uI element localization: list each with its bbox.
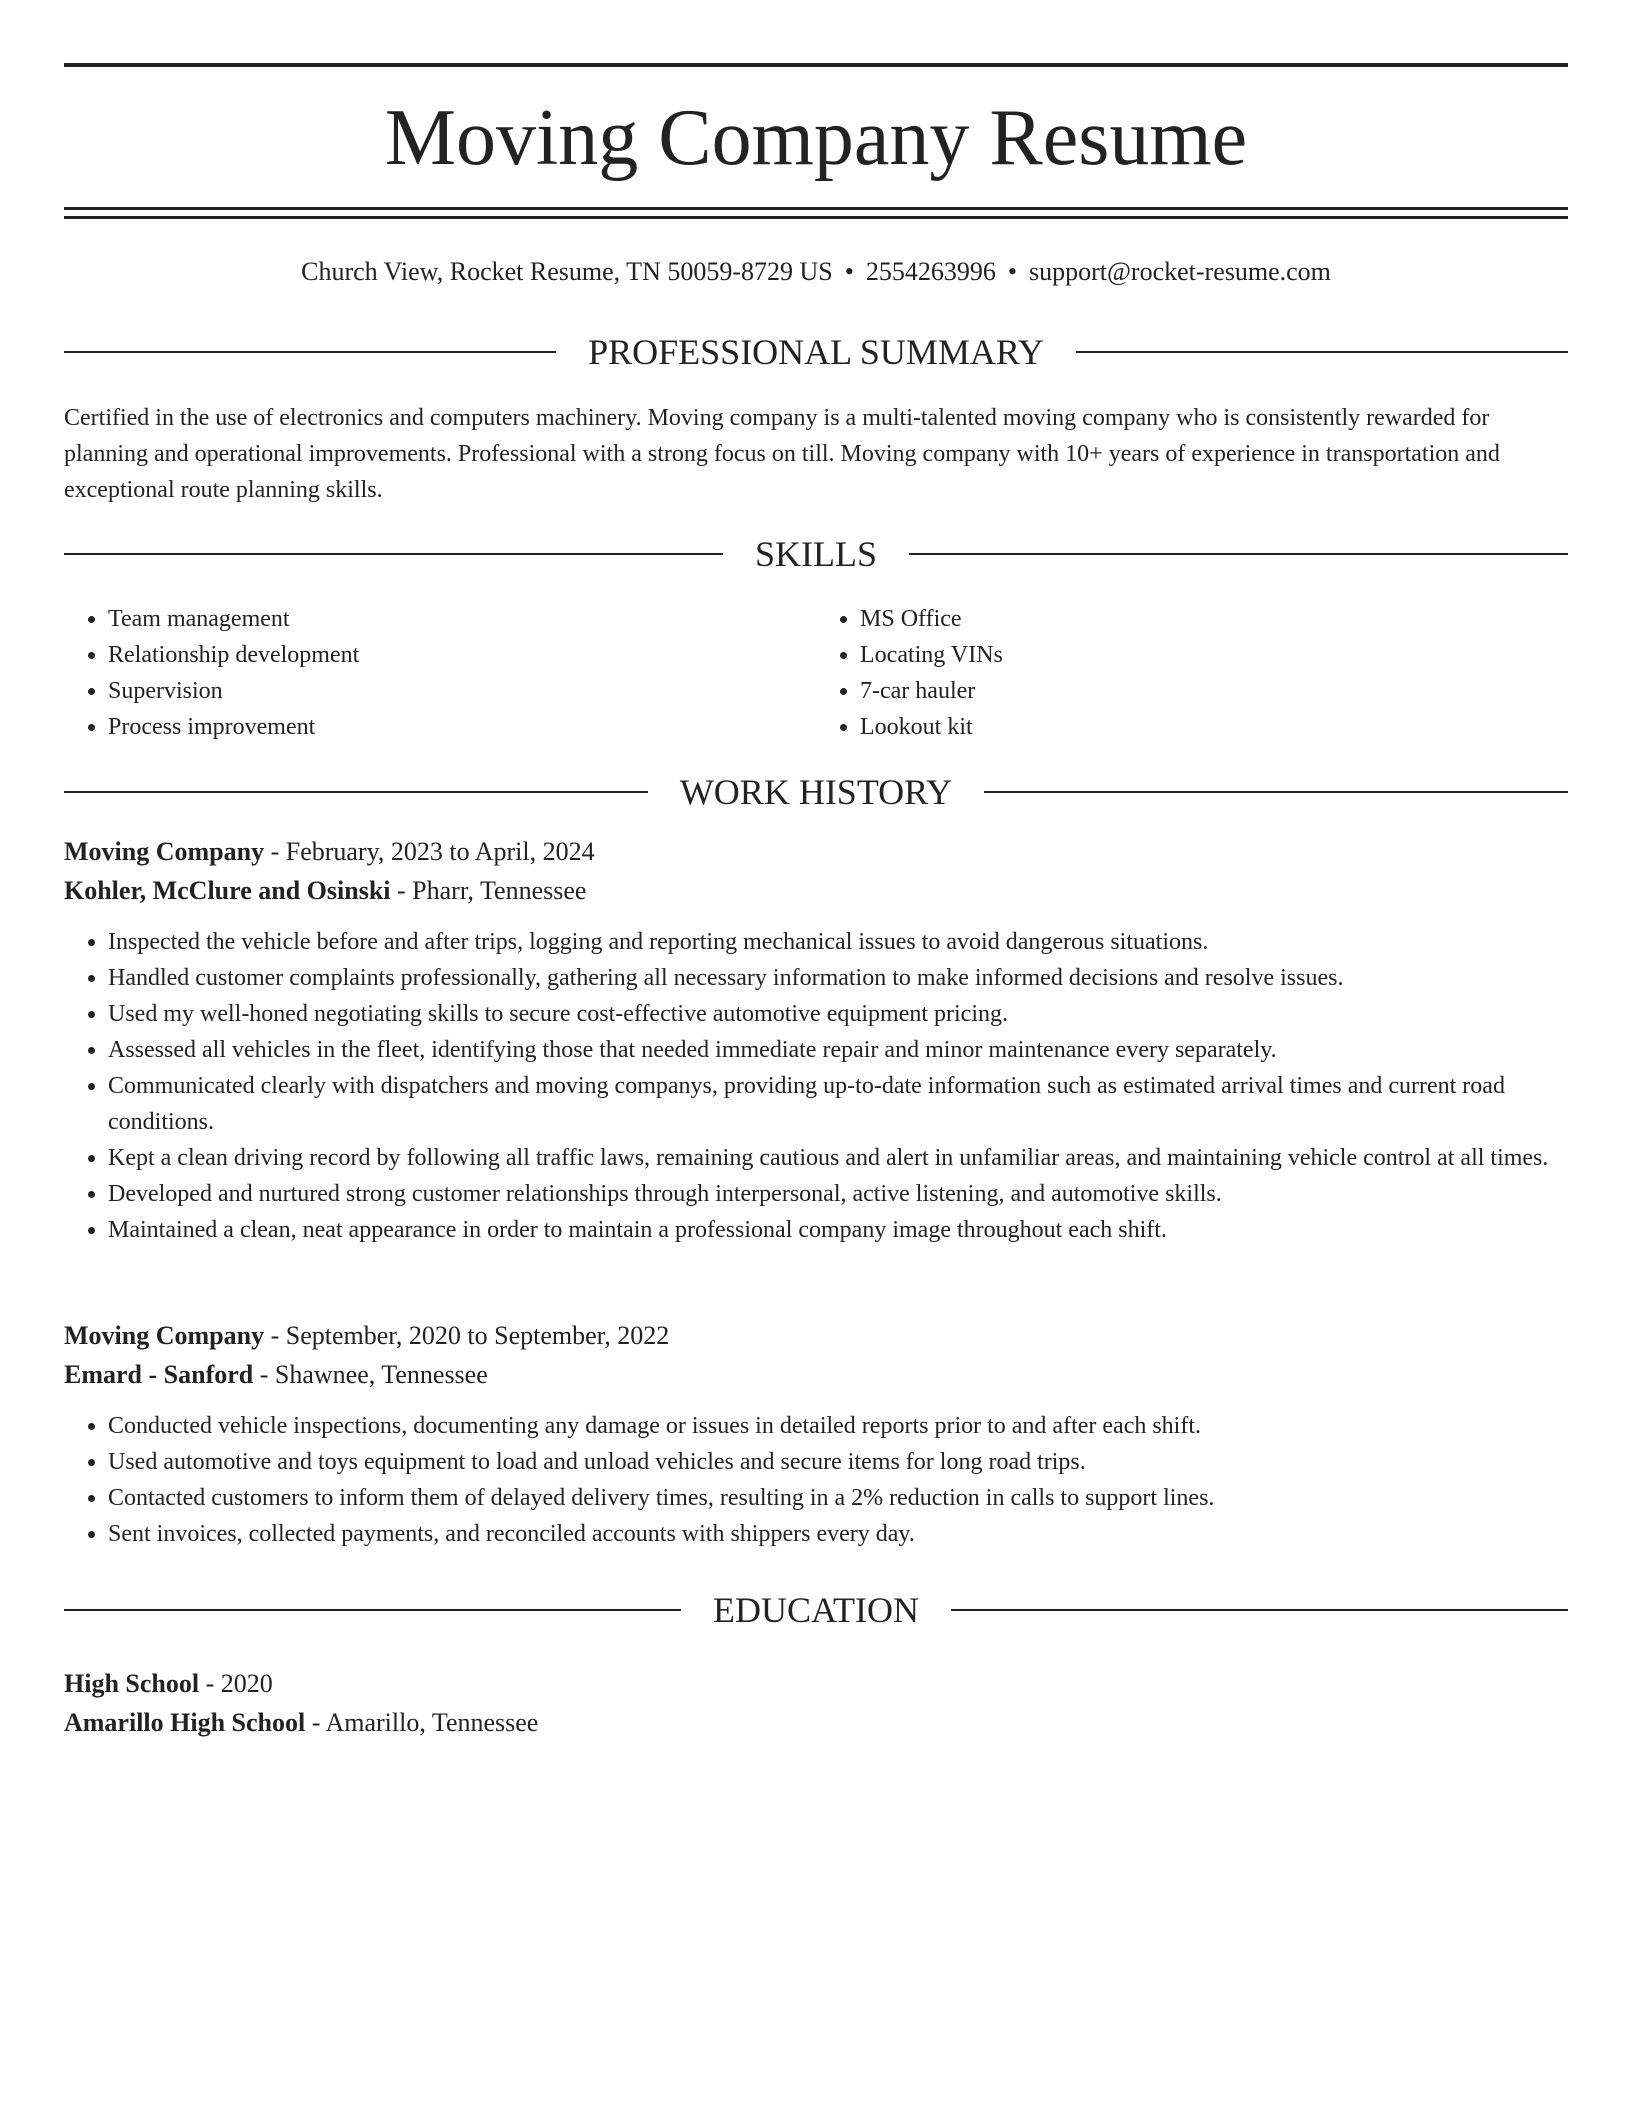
skills-heading	[64, 532, 1568, 576]
contact-line	[64, 254, 1568, 290]
heading-rule-right	[1076, 351, 1568, 353]
job-title: Moving Company	[64, 837, 265, 866]
skill-item: • Lookout kit	[860, 709, 1568, 745]
job-bullet: • Communicated clearly with dispatchers and moving companys, providing up-to-date information such as estimated arrival times and current road conditions.	[108, 1068, 1568, 1140]
job-title-line	[64, 1316, 1568, 1355]
work-history-heading	[64, 770, 1568, 814]
education-entry	[64, 1664, 1568, 1742]
job-bullet: • Used automotive and toys equipment to load and unload vehicles and secure items for long road trips.	[108, 1444, 1568, 1480]
skill-item: • MS Office	[860, 601, 1568, 637]
heading-rule-right	[909, 553, 1568, 555]
education-heading-label: EDUCATION	[713, 1590, 919, 1630]
job-bullet: • Inspected the vehicle before and after trips, logging and reporting mechanical issues to avoid dangerous situations.	[108, 924, 1568, 960]
job-employer: Emard - Sanford	[64, 1360, 254, 1389]
heading-rule-left	[64, 553, 723, 555]
job-location: - Shawnee, Tennessee	[253, 1360, 488, 1389]
summary-heading-label: PROFESSIONAL SUMMARY	[588, 332, 1044, 372]
summary-heading	[64, 330, 1568, 374]
education-location: - Amarillo, Tennessee	[305, 1708, 539, 1737]
skill-item: • Locating VINs	[860, 637, 1568, 673]
top-rule	[64, 63, 1568, 67]
job-bullet: • Developed and nurtured strong customer relationships through interpersonal, active listening, and automotive skills.	[108, 1176, 1568, 1212]
contact-separator: •	[1007, 257, 1017, 286]
education-degree-line	[64, 1664, 1568, 1703]
job-bullet: • Sent invoices, collected payments, and reconciled accounts with shippers every day.	[108, 1516, 1568, 1552]
heading-rule-right	[951, 1609, 1568, 1611]
job-dates: - February, 2023 to April, 2024	[264, 837, 595, 866]
professional-summary: Certified in the use of electronics and computers machinery. Moving company is a multi-talented moving company who is consistently rewarded for planning and operational improvements. Professional with a strong focus on till. Moving company with 10+ years of experience in transportation and exceptional route planning skills.	[64, 405, 1500, 503]
skill-item: • Process improvement	[108, 709, 816, 745]
education-school: Amarillo High School	[64, 1708, 306, 1737]
job-employer: Kohler, McClure and Osinski	[64, 876, 391, 905]
skills-column-right	[816, 601, 1568, 745]
contact-phone: 2554263996	[865, 257, 996, 286]
skill-item: • Supervision	[108, 673, 816, 709]
heading-rule-left	[64, 351, 556, 353]
contact-email: support@rocket-resume.com	[1028, 257, 1331, 286]
job-bullet: • Assessed all vehicles in the fleet, identifying those that needed immediate repair and minor maintenance every separately.	[108, 1032, 1568, 1068]
job-entry	[64, 832, 1568, 1248]
job-bullet: • Conducted vehicle inspections, documenting any damage or issues in detailed reports prior to and after each shift.	[108, 1408, 1568, 1444]
heading-rule-left	[64, 791, 648, 793]
title-double-rule	[64, 207, 1568, 219]
contact-address: Church View, Rocket Resume, TN 50059-8729 US	[301, 257, 833, 286]
job-employer-line	[64, 871, 1568, 910]
skill-item: • Team management	[108, 601, 816, 637]
job-bullets	[64, 924, 1568, 1248]
education-degree: High School	[64, 1669, 200, 1698]
job-title-line	[64, 832, 1568, 871]
job-entry	[64, 1316, 1568, 1552]
skills-list	[64, 601, 1568, 745]
skills-column-left	[64, 601, 816, 745]
skills-heading-label: SKILLS	[755, 534, 878, 574]
education-school-line	[64, 1703, 1568, 1742]
education-year: - 2020	[199, 1669, 273, 1698]
job-bullet: • Used my well-honed negotiating skills to secure cost-effective automotive equipment pricing.	[108, 996, 1568, 1032]
job-bullet: • Maintained a clean, neat appearance in order to maintain a professional company image throughout each shift.	[108, 1212, 1568, 1248]
skill-item: • 7-car hauler	[860, 673, 1568, 709]
heading-rule-left	[64, 1609, 681, 1611]
job-bullet: • Kept a clean driving record by following all traffic laws, remaining cautious and alert in unfamiliar areas, and maintaining vehicle control at all times.	[108, 1140, 1568, 1176]
resume-title: Moving Company Resume	[384, 94, 1248, 182]
job-location: - Pharr, Tennessee	[390, 876, 587, 905]
work-history-heading-label: WORK HISTORY	[679, 772, 953, 812]
contact-separator: •	[844, 257, 854, 286]
job-bullet: • Handled customer complaints professionally, gathering all necessary information to make informed decisions and resolve issues.	[108, 960, 1568, 996]
job-bullet: • Contacted customers to inform them of delayed delivery times, resulting in a 2% reduction in calls to support lines.	[108, 1480, 1568, 1516]
skill-item: • Relationship development	[108, 637, 816, 673]
heading-rule-right	[984, 791, 1568, 793]
job-employer-line	[64, 1355, 1568, 1394]
job-bullets	[64, 1408, 1568, 1552]
education-heading	[64, 1588, 1568, 1632]
job-dates: - September, 2020 to September, 2022	[264, 1321, 670, 1350]
job-title: Moving Company	[64, 1321, 265, 1350]
